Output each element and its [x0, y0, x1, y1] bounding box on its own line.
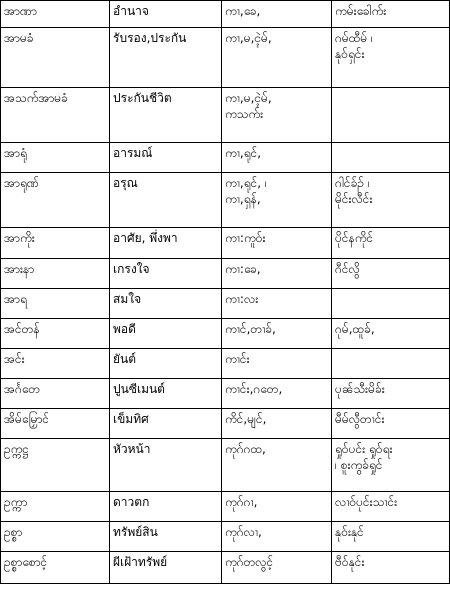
table-row: [1, 522, 450, 552]
table-row: [1, 228, 450, 259]
romanization-cell: ကုဂ်ဂၢ,: [222, 492, 332, 522]
alt-romanization-cell: ဂမ်ထီမ် ၊ နုဝ်ရှင်း: [332, 28, 450, 88]
alt-romanization-cell: [332, 349, 450, 379]
mon-word-cell: အင်း: [1, 349, 110, 379]
thai-word-cell: หัวหน้า: [110, 439, 222, 492]
alt-romanization-cell: [332, 88, 450, 143]
alt-romanization-cell: [332, 143, 450, 173]
romanization-cell: ကၢင်း,ဂတေ,: [222, 379, 332, 409]
romanization-cell: ကၢ:ကူဝ်း: [222, 228, 332, 259]
mon-word-cell: ဥက္ကဋ္ဌ: [1, 439, 110, 492]
romanization-cell: ကၢ,ခေ,: [222, 1, 332, 28]
thai-word-cell: ประกันชีวิต: [110, 88, 222, 143]
table-row: [1, 289, 450, 319]
romanization-cell: ကၢ,မ,ၚဲမ်, ကသက်း: [222, 88, 332, 143]
alt-romanization-cell: ဂါင်ခ်ၣ် ၊ မိုင်းလီင်း: [332, 173, 450, 228]
romanization-cell: ကုဂ်လၢ,: [222, 522, 332, 552]
alt-romanization-cell: ပိုင်နကိုင်: [332, 228, 450, 259]
thai-word-cell: ผีเฝ้าทรัพย์: [110, 552, 222, 584]
romanization-cell: ကၢင်,တၢခ်,: [222, 319, 332, 349]
alt-romanization-cell: နုဝ်းနုင်: [332, 522, 450, 552]
mon-word-cell: ဥက္ကာ: [1, 492, 110, 522]
mon-word-cell: အာကိုး: [1, 228, 110, 259]
alt-romanization-cell: မီမ်လွီတၢင်း: [332, 409, 450, 439]
mon-word-cell: အားနာ: [1, 259, 110, 289]
alt-romanization-cell: ကမ်းခေါက်း: [332, 1, 450, 28]
alt-romanization-cell: [332, 289, 450, 319]
table-row: [1, 88, 450, 143]
romanization-cell: ကၢ:လး: [222, 289, 332, 319]
mon-word-cell: အာရုံ: [1, 143, 110, 173]
thai-word-cell: อาศัย, พึ่งพา: [110, 228, 222, 259]
mon-word-cell: အင်္ဂတေ: [1, 379, 110, 409]
alt-romanization-cell: ဗီဝ်နုင်း: [332, 552, 450, 584]
mon-word-cell: အိမ်မြှောင်: [1, 409, 110, 439]
table-row: [1, 492, 450, 522]
table-row: [1, 1, 450, 28]
thai-word-cell: เข็มทิศ: [110, 409, 222, 439]
thai-word-cell: รับรอง,ประกัน: [110, 28, 222, 88]
thai-word-cell: อารมณ์: [110, 143, 222, 173]
mon-word-cell: အင်တန်: [1, 319, 110, 349]
romanization-cell: ကၢ,ရုင်,: [222, 143, 332, 173]
table-row: [1, 409, 450, 439]
mon-word-cell: အာရ: [1, 289, 110, 319]
thai-word-cell: ดาวตก: [110, 492, 222, 522]
alt-romanization-cell: ရှုဝ်ပင်း ရှုဝ်ရး ၊ စူးကွခ်ရှုင်: [332, 439, 450, 492]
alt-romanization-cell: ပုၼ်သီးမိခ်း: [332, 379, 450, 409]
thai-word-cell: ทรัพย์สิน: [110, 522, 222, 552]
thai-word-cell: อำนาจ: [110, 1, 222, 28]
romanization-cell: ကုဂ်ဂထ,: [222, 439, 332, 492]
alt-romanization-cell: ဂုမ်,ထူခ်,: [332, 319, 450, 349]
romanization-cell: ကၢ,ရုင်, ၊ ကၢ,ရှန်,: [222, 173, 332, 228]
mon-word-cell: ဥစ္စာစောင့်: [1, 552, 110, 584]
romanization-cell: ကၢ:ခေ,: [222, 259, 332, 289]
mon-word-cell: အာဏာ: [1, 1, 110, 28]
thai-word-cell: ยันต์: [110, 349, 222, 379]
table-row: [1, 259, 450, 289]
romanization-cell: ကိင်,မျင်,: [222, 409, 332, 439]
table-row: [1, 28, 450, 88]
thai-word-cell: ปูนซีเมนต์: [110, 379, 222, 409]
table-row: [1, 439, 450, 492]
table-row: [1, 143, 450, 173]
romanization-cell: ကုဂ်တလွင့်: [222, 552, 332, 584]
mon-word-cell: အာရုဏ်: [1, 173, 110, 228]
table-row: [1, 552, 450, 584]
alt-romanization-cell: ဂီင်လွိ: [332, 259, 450, 289]
thai-word-cell: อรุณ: [110, 173, 222, 228]
table-row: [1, 349, 450, 379]
romanization-cell: ကၢ,မ,ၚဲမ်,: [222, 28, 332, 88]
thai-word-cell: สมใจ: [110, 289, 222, 319]
thai-word-cell: พอดี: [110, 319, 222, 349]
mon-word-cell: အာမခံ: [1, 28, 110, 88]
alt-romanization-cell: လၢဝ်ပုင်းသၢင်း: [332, 492, 450, 522]
thai-word-cell: เกรงใจ: [110, 259, 222, 289]
table-row: [1, 379, 450, 409]
table-row: [1, 173, 450, 228]
table-row: [1, 319, 450, 349]
romanization-cell: ကၢင်း: [222, 349, 332, 379]
mon-word-cell: ဥစ္စာ: [1, 522, 110, 552]
mon-word-cell: အသက်အာမခံ: [1, 88, 110, 143]
